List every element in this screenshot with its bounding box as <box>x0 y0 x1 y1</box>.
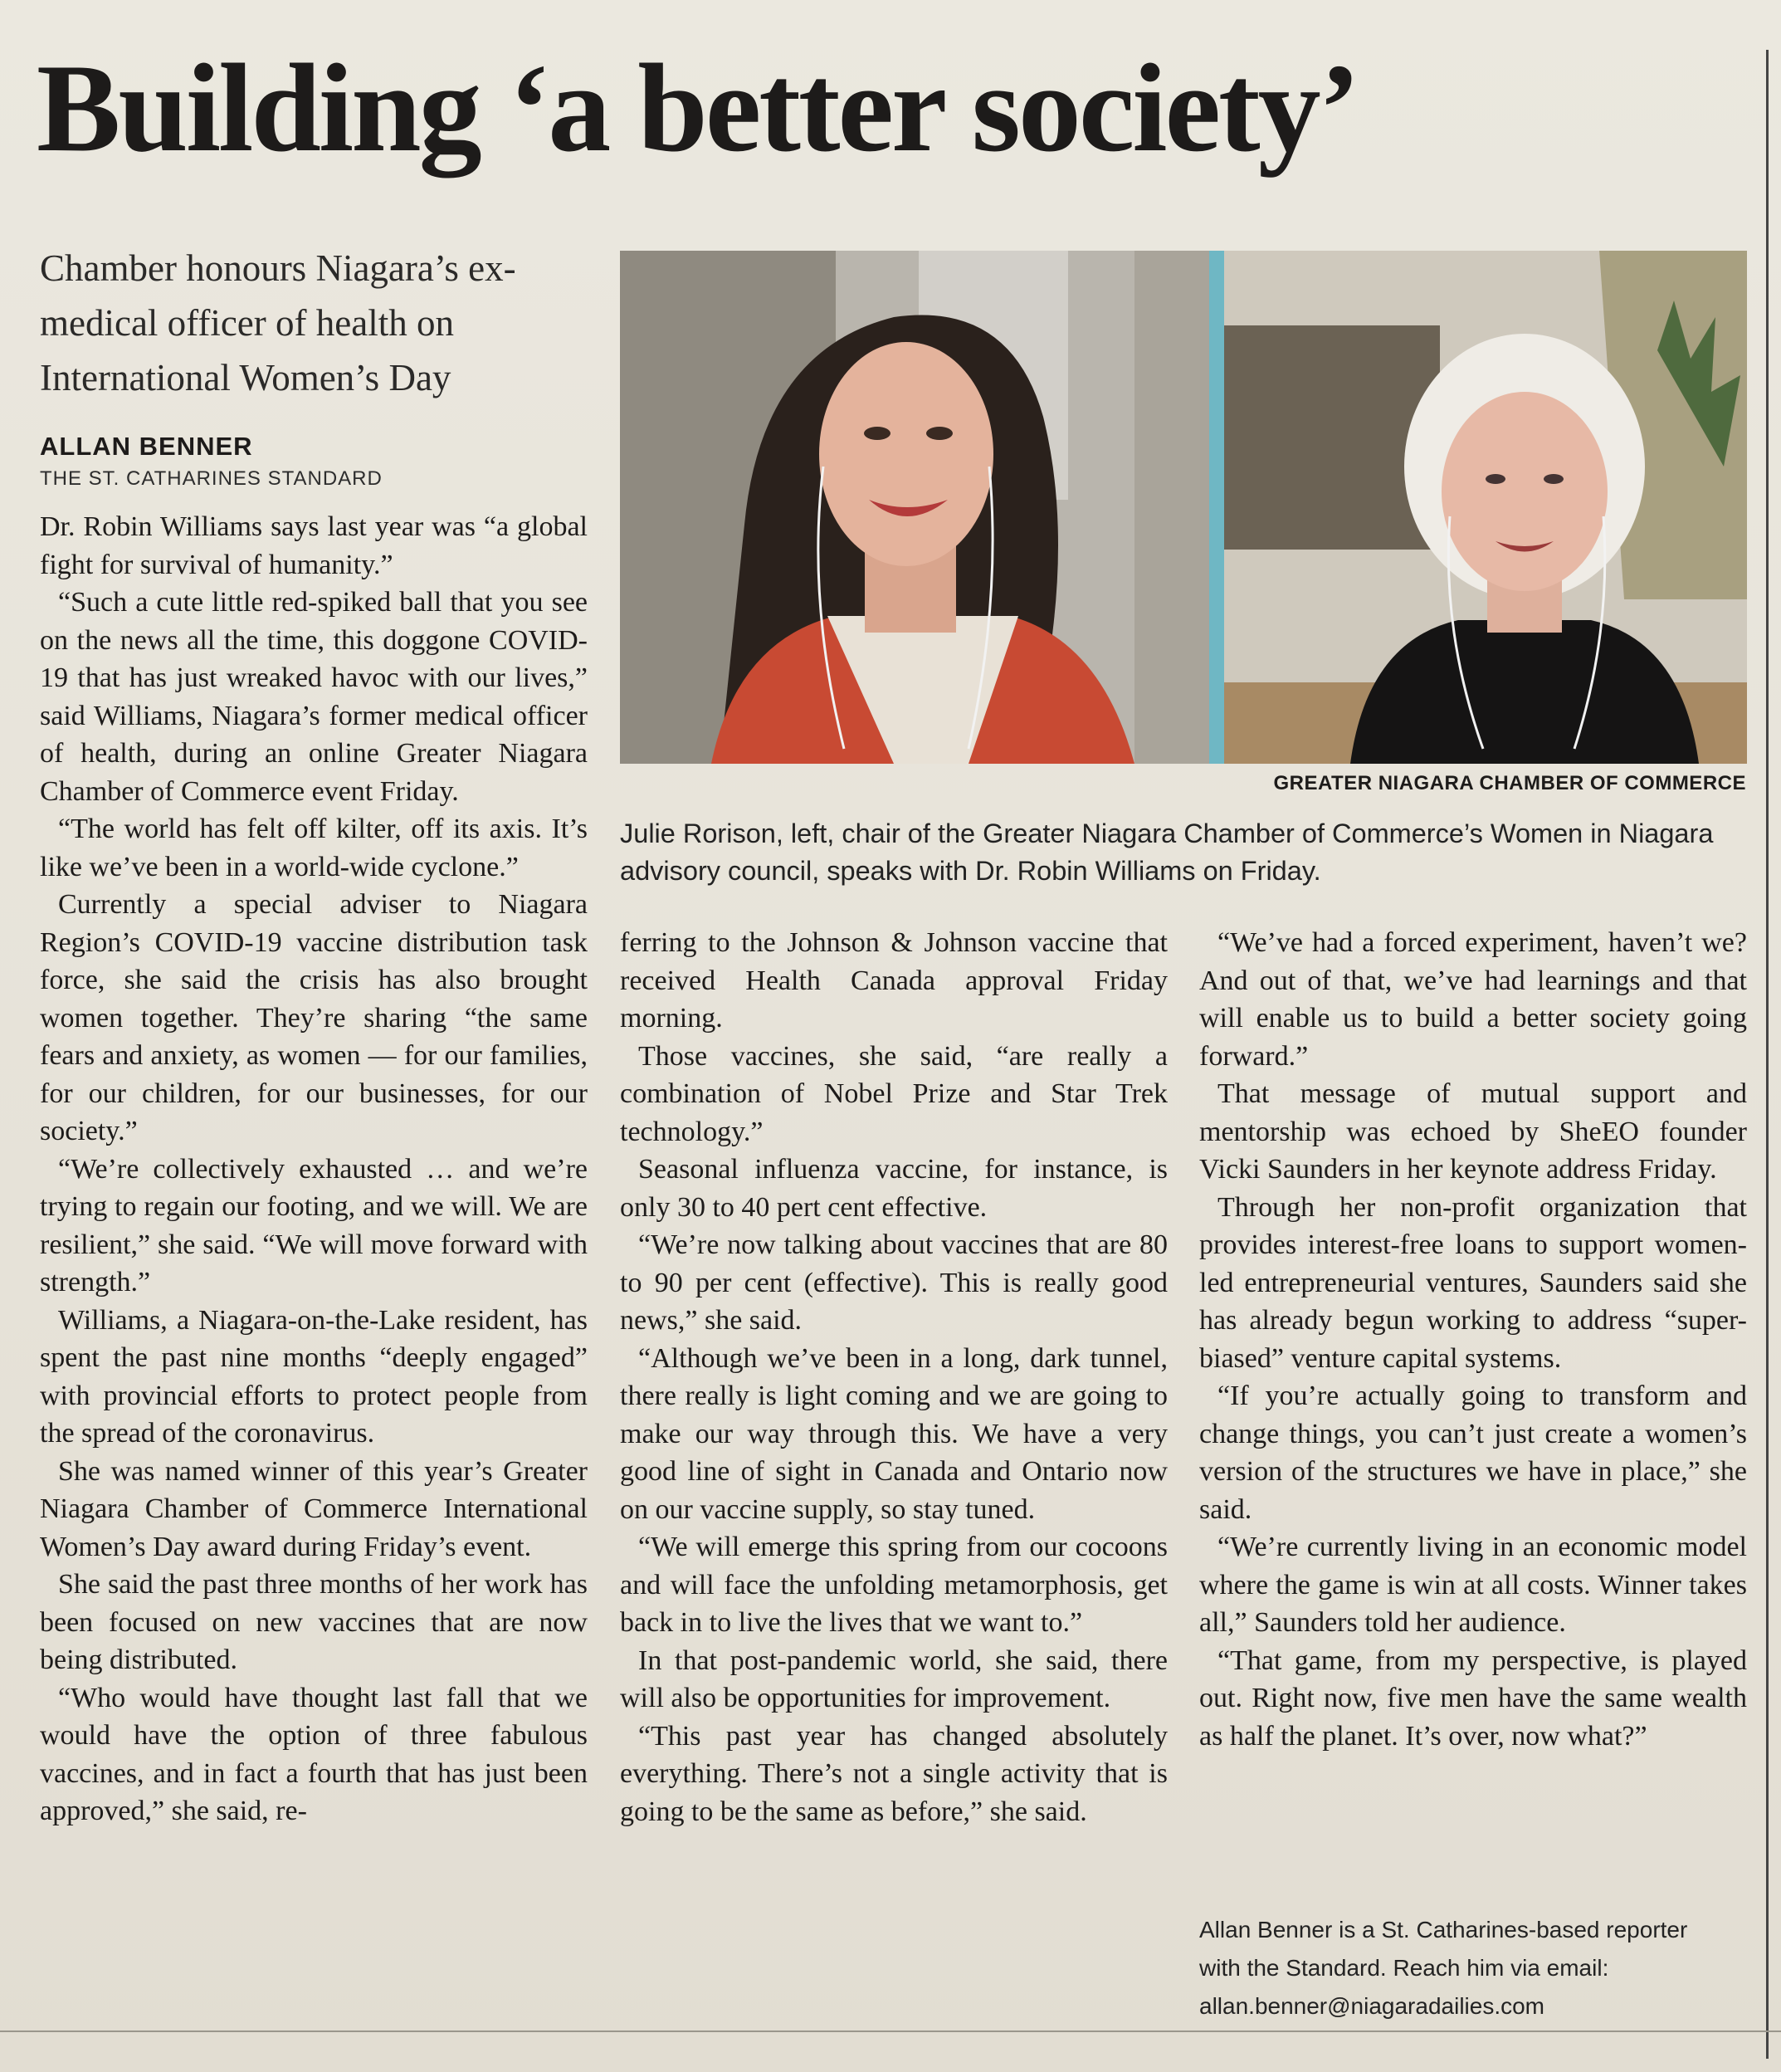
paragraph: “We will emerge this spring from our cocoons and will face the unfolding metamorphosis, get back in to live the lives that we want to.” <box>620 1532 1168 1638</box>
paragraph: “Who would have thought last fall that we would have the option of three fabulous vaccines, and in fact a fourth that has just been approved,” she said, re- <box>40 1682 588 1826</box>
paragraph: “The world has felt off kilter, off its axis. It’s like we’ve been in a world-wide cyclone.” <box>40 814 588 882</box>
paragraph: Those vaccines, she said, “are really a combination of Nobel Prize and Star Trek technology.” <box>620 1040 1168 1147</box>
article-column-1 <box>40 508 588 1830</box>
deck-subheadline: Chamber honours Niagara’s ex-medical officer of health on International Women’s Day <box>40 247 516 398</box>
paragraph: Seasonal influenza vaccine, for instance, is only 30 to 40 pert cent effective. <box>620 1154 1168 1223</box>
paragraph: She said the past three months of her work has been focused on new vaccines that are now being distributed. <box>40 1569 588 1675</box>
paragraph: “That game, from my perspective, is played out. Right now, five men have the same wealth as half the planet. It’s over, now what?” <box>1199 1644 1747 1752</box>
paragraph: “We’re now talking about vaccines that are 80 to 90 per cent (effective). This is really good news,” she said. <box>620 1229 1168 1336</box>
photo-caption: Julie Rorison, left, chair of the Greater Niagara Chamber of Commerce’s Women in Niagara advisory council, speaks with Dr. Robin Williams on Friday. <box>620 819 1714 886</box>
page-bottom-rule <box>0 2030 1781 2032</box>
paragraph: That message of mutual support and mentorship was echoed by SheEO founder Vicki Saunders in her keynote address Friday. <box>1199 1078 1747 1185</box>
photo-credit: GREATER NIAGARA CHAMBER OF COMMERCE <box>1273 772 1746 794</box>
paragraph: Dr. Robin Williams says last year was “a global fight for survival of humanity.” <box>40 511 588 580</box>
byline-author: ALLAN BENNER <box>40 432 253 461</box>
author-tagline <box>1199 1911 1747 2026</box>
headline: Building ‘a better society’ <box>37 38 1359 178</box>
paragraph: ferring to the Johnson & Johnson vaccine that received Health Canada approval Friday morning. <box>620 927 1168 1034</box>
article-column-2 <box>620 924 1168 1830</box>
paragraph: “Although we’ve been in a long, dark tunnel, there really is light coming and we are going to make our way through this. We have a very good line of sight in Canada and Ontario now on our vaccine supply, so stay tuned. <box>620 1342 1168 1525</box>
paragraph: “Such a cute little red-spiked ball that you see on the news all the time, this doggone COVID-19 that has just wreaked havoc with our lives,” said Williams, Niagara’s former medical officer of health, during an online Greater Niagara Chamber of Commerce event Friday. <box>40 587 588 807</box>
article-photo <box>620 251 1747 764</box>
tagline-line: Allan Benner is a St. Catharines-based reporter <box>1199 1917 1688 1942</box>
author-email: allan.benner@niagaradailies.com <box>1199 1993 1545 2019</box>
paragraph: “We’re collectively exhausted … and we’re trying to regain our footing, and we will. We are resilient,” she said. “We will move forward with strength.” <box>40 1153 588 1297</box>
byline-organization: THE ST. CATHARINES STANDARD <box>40 467 383 490</box>
paragraph: Currently a special adviser to Niagara Region’s COVID-19 vaccine distribution task force, she said the crisis has also brought women together. They’re sharing “the same fears and anxiety, as women — for our families, for our children, for our businesses, for our society.” <box>40 889 588 1146</box>
paragraph: “We’re currently living in an economic model where the game is win at all costs. Winner takes all,” Saunders told her audience. <box>1199 1532 1747 1638</box>
paragraph: “We’ve had a forced experiment, haven’t we? And out of that, we’ve had learnings and that will enable us to build a better society going forward.” <box>1199 927 1747 1072</box>
tagline-line: with the Standard. Reach him via email: <box>1199 1955 1609 1981</box>
paragraph: “If you’re actually going to transform and change things, you can’t just create a women’s version of the structures we have in place,” she said. <box>1199 1381 1747 1525</box>
paragraph: Williams, a Niagara-on-the-Lake resident, has spent the past nine months “deeply engaged” with provincial efforts to protect people from the spread of the coronavirus. <box>40 1304 588 1449</box>
column-rule <box>1766 50 1769 2059</box>
paragraph: “This past year has changed absolutely everything. There’s not a single activity that is going to be the same as before,” she said. <box>620 1720 1168 1827</box>
article-column-3 <box>1199 924 1747 1755</box>
paragraph: In that post-pandemic world, she said, there will also be opportunities for improvement. <box>620 1644 1168 1713</box>
paragraph: She was named winner of this year’s Greater Niagara Chamber of Commerce International Women’s Day award during Friday’s event. <box>40 1455 588 1562</box>
paragraph: Through her non-profit organization that provides interest-free loans to support women-led entrepreneurial ventures, Saunders said she has already begun working to address “super-biased” venture capital systems. <box>1199 1191 1747 1374</box>
video-call-photo-illustration <box>620 251 1747 764</box>
